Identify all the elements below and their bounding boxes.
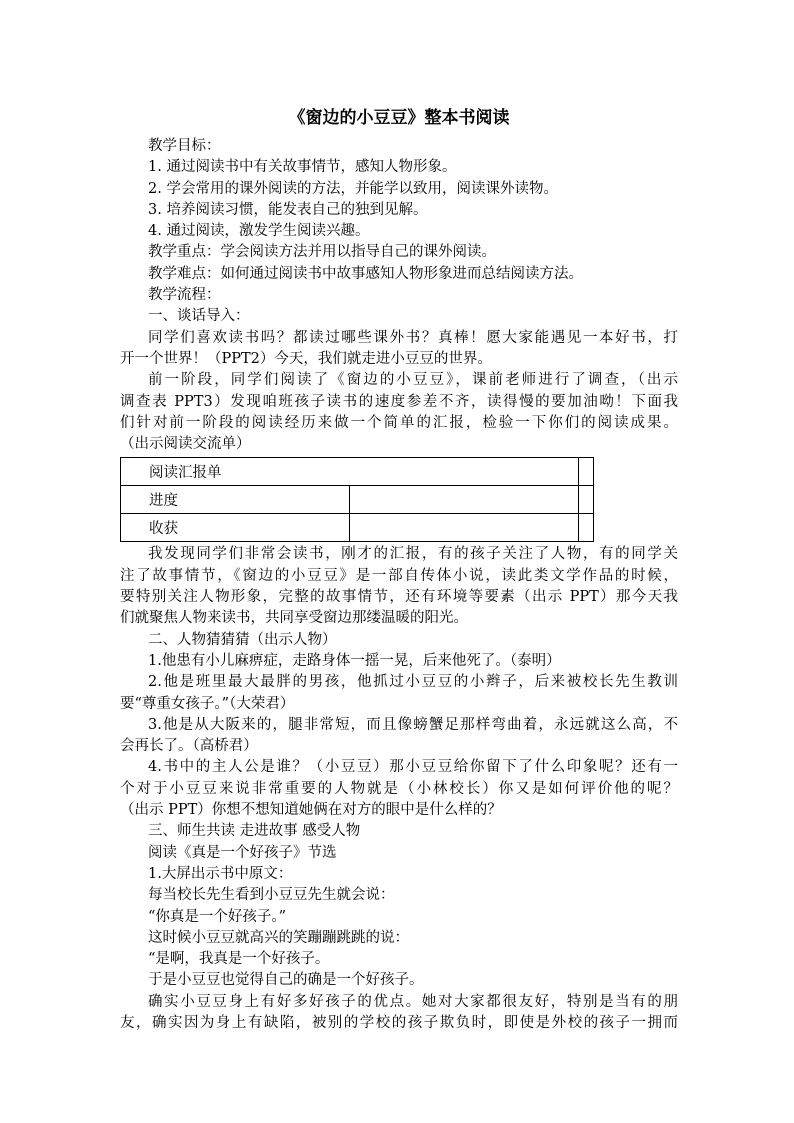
guess-item: 个对于小豆豆来说非常重要的人物就是（小林校长）你又是如何评价他的呢？ xyxy=(120,780,678,797)
section-heading: 一、谈话导入： xyxy=(148,308,250,325)
paragraph-line: 们针对前一阶段的阅读经历来做一个简单的汇报，检验一下你们的阅读成果。 xyxy=(120,414,678,431)
objective-item: 3. 培养阅读习惯，能发表自己的独到见解。 xyxy=(148,201,428,218)
quote-line: “是啊，我真是一个好孩子。 xyxy=(148,951,330,968)
table-value-cell xyxy=(350,514,579,542)
guess-item: 4.书中的主人公是谁？（小豆豆）那小豆豆给你留下了什么印象呢？还有一 xyxy=(148,759,678,776)
table-cell xyxy=(579,486,594,514)
table-row xyxy=(121,486,594,514)
section-heading: 三、师生共读 走进故事 感受人物 xyxy=(148,823,361,840)
quote-line: 于是小豆豆也觉得自己的确是一个好孩子。 xyxy=(148,972,424,989)
document-title: 《窗边的小豆豆》整本书阅读 xyxy=(288,108,510,128)
quote-line: “你真是一个好孩子。” xyxy=(148,908,287,925)
section-heading: 二、人物猜猜猜（出示人物） xyxy=(148,631,337,648)
teaching-difficulty: 教学难点：如何通过阅读书中故事感知人物形象进而总结阅读方法。 xyxy=(148,265,583,282)
text-line: 1.大屏出示书中原文： xyxy=(148,865,293,882)
document-page xyxy=(120,104,678,1034)
guess-item: 1.他患有小儿麻痹症，走路身体一摇一晃，后来他死了。（泰明） xyxy=(148,652,561,669)
table-value-cell xyxy=(350,486,579,514)
paragraph-line: （出示阅读交流单） xyxy=(120,436,251,453)
objective-item: 2. 学会常用的课外阅读的方法，并能学以致用，阅读课外读物。 xyxy=(148,180,558,197)
paragraph-line: 调查表 PPT3）发现咱班孩子读书的速度参差不齐，读得慢的要加油呦！下面我 xyxy=(120,393,678,410)
objective-item: 4. 通过阅读，激发学生阅读兴趣。 xyxy=(148,223,370,240)
table-label-cell: 进度 xyxy=(121,486,350,514)
guess-item: 要“尊重女孩子。”（大荣君） xyxy=(120,695,295,712)
table-cell xyxy=(579,514,594,542)
paragraph-line: 我发现同学们非常会读书，刚才的汇报，有的孩子关注了人物，有的同学关 xyxy=(148,546,678,563)
paragraph-line: 同学们喜欢读书吗？都读过哪些课外书？真棒！愿大家能遇见一本好书，打 xyxy=(148,329,678,346)
table-header-cell: 阅读汇报单 xyxy=(121,458,579,486)
table-row xyxy=(121,458,594,486)
table-label-cell: 收获 xyxy=(121,514,350,542)
paragraph-line: 友，确实因为身上有缺陷，被别的学校的孩子欺负时，即使是外校的孩子一拥而 xyxy=(120,1014,678,1031)
paragraph-line: 开一个世界！（PPT2）今天，我们就走进小豆豆的世界。 xyxy=(120,350,492,367)
table-row xyxy=(121,514,594,542)
paragraph-line: 前一阶段，同学们阅读了《窗边的小豆豆》，课前老师进行了调查，（出示 xyxy=(148,372,678,389)
table-cell xyxy=(579,458,594,486)
teaching-focus: 教学重点：学会阅读方法并用以指导自己的课外阅读。 xyxy=(148,244,496,261)
text-line: 教学流程： xyxy=(148,287,221,304)
reading-report-table xyxy=(120,457,594,542)
text-line: 教学目标： xyxy=(148,138,221,154)
text-line: 阅读《真是一个好孩子》节选 xyxy=(148,844,337,861)
objective-item: 1. 通过阅读书中有关故事情节，感知人物形象。 xyxy=(148,159,457,176)
paragraph-line: 注了故事情节，《窗边的小豆豆》是一部自传体小说，读此类文学作品的时候， xyxy=(120,567,678,584)
paragraph-line: 们就聚焦人物来读书，共同享受窗边那缕温暖的阳光。 xyxy=(120,610,468,627)
quote-line: 每当校长先生看到小豆豆先生就会说： xyxy=(148,887,395,904)
guess-item: （出示 PPT）你想不想知道她俩在对方的眼中是什么样的？ xyxy=(120,802,502,819)
guess-item: 会再长了。（高桥君） xyxy=(120,738,258,755)
guess-item: 2.他是班里最大最胖的男孩，他抓过小豆豆的小辫子，后来被校长先生教训 xyxy=(148,674,678,691)
guess-item: 3.他是从大阪来的，腿非常短，而且像螃蟹足那样弯曲着，永远就这么高，不 xyxy=(148,716,678,733)
paragraph-line: 确实小豆豆身上有好多好孩子的优点。她对大家都很友好，特别是当有的朋 xyxy=(148,993,678,1010)
quote-line: 这时候小豆豆就高兴的笑蹦蹦跳跳的说： xyxy=(148,929,409,946)
paragraph-line: 要特别关注人物形象，完整的故事情节，还有环境等要素（出示 PPT）那今天我 xyxy=(120,589,678,606)
